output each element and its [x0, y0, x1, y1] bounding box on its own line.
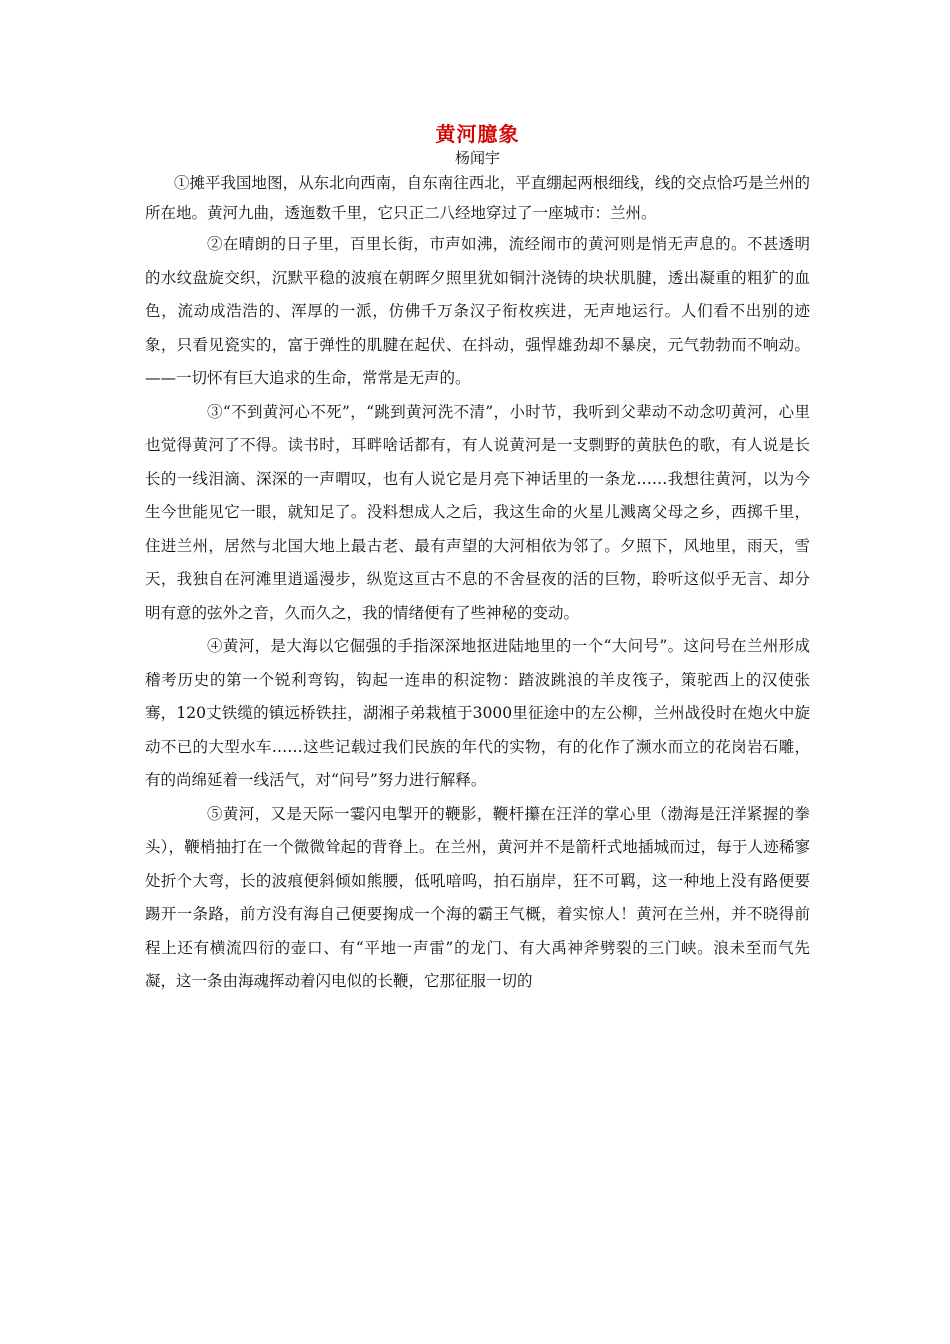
- paragraph-3: ③“不到黄河心不死”，“跳到黄河洗不清”，小时节，我听到父辈动不动念叨黄河，心里也觉得黄河了不得。读书时，耳畔啥话都有，有人说黄河是一支剽野的黄肤色的歌，有人说是长长的一线泪滴、深深的一声喟叹，也有人说它是月亮下神话里的一条龙……我想往黄河，以为今生今世能见它一眼，就知足了。没料想成人之后，我这生命的火星儿溅离父母之乡，西掷千里，住进兰州，居然与北国大地上最古老、最有声望的大河相依为邻了。夕照下，风地里，雨天，雪天，我独自在河滩里逍遥漫步，纵览这亘古不息的不舍昼夜的活的巨物，聆听这似乎无言、却分明有意的弦外之音，久而久之，我的情绪便有了些神秘的变动。: [145, 402, 810, 622]
- paragraph-4: ④黄河，是大海以它倔强的手指深深地抠进陆地里的一个“大问号”。这问号在兰州形成稽考历史的第一个锐利弯钩，钩起一连串的积淀物：踏波跳浪的羊皮筏子，策驼西上的汉使张骞，120丈铁缆的镇远桥铁拄，湖湘子弟栽植于3000里征途中的左公柳，兰州战役时在炮火中旋动不已的大型水车……这些记载过我们民族的年代的实物，有的化作了濒水而立的花岗岩石雕，有的尚绵延着一线活气，对“问号”努力进行解释。: [145, 637, 810, 789]
- document-page: [145, 120, 810, 999]
- paragraph-5: ⑤黄河，又是天际一霎闪电掣开的鞭影，鞭杆攥在汪洋的掌心里（渤海是汪洋紧握的拳头），鞭梢抽打在一个微微耸起的背脊上。在兰州，黄河并不是箭杆式地插城而过，每于人迹稀寥处折个大弯，长的波痕便斜倾如熊腰，低吼喑呜，拍石崩岸，狂不可羁，这一种地上没有路便要踢开一条路，前方没有海自己便要掬成一个海的霸王气概，着实惊人！黄河在兰州，并不晓得前程上还有横流四衍的壶口、有“平地一声雷”的龙门、有大禹神斧劈裂的三门峡。浪未至而气先凝，这一条由海魂挥动着闪电似的长鞭，它那征服一切的: [145, 804, 810, 990]
- author-name: 杨闻宇: [454, 149, 500, 167]
- document-title: 黄河臆象: [435, 122, 520, 146]
- paragraph-1: ①摊平我国地图，从东北向西南，自东南往西北，平直绷起两根细线，线的交点恰巧是兰州的所在地。黄河九曲，透迤数千里，它只正二八经地穿过了一座城市：兰州。: [145, 174, 810, 222]
- paragraph-2: ②在晴朗的日子里，百里长街，市声如沸，流经闹市的黄河则是悄无声息的。不甚透明的水纹盘旋交织，沉默平稳的波痕在朝晖夕照里犹如铜汁浇铸的块状肌腱，透出凝重的粗犷的血色，流动成浩浩的、浑厚的一派，仿佛千万条汉子衔枚疾进，无声地运行。人们看不出别的迹象，只看见瓷实的，富于弹性的肌腱在起伏、在抖动，强悍雄劲却不暴戾，元气勃勃而不响动。——一切怀有巨大追求的生命，常常是无声的。: [145, 235, 810, 387]
